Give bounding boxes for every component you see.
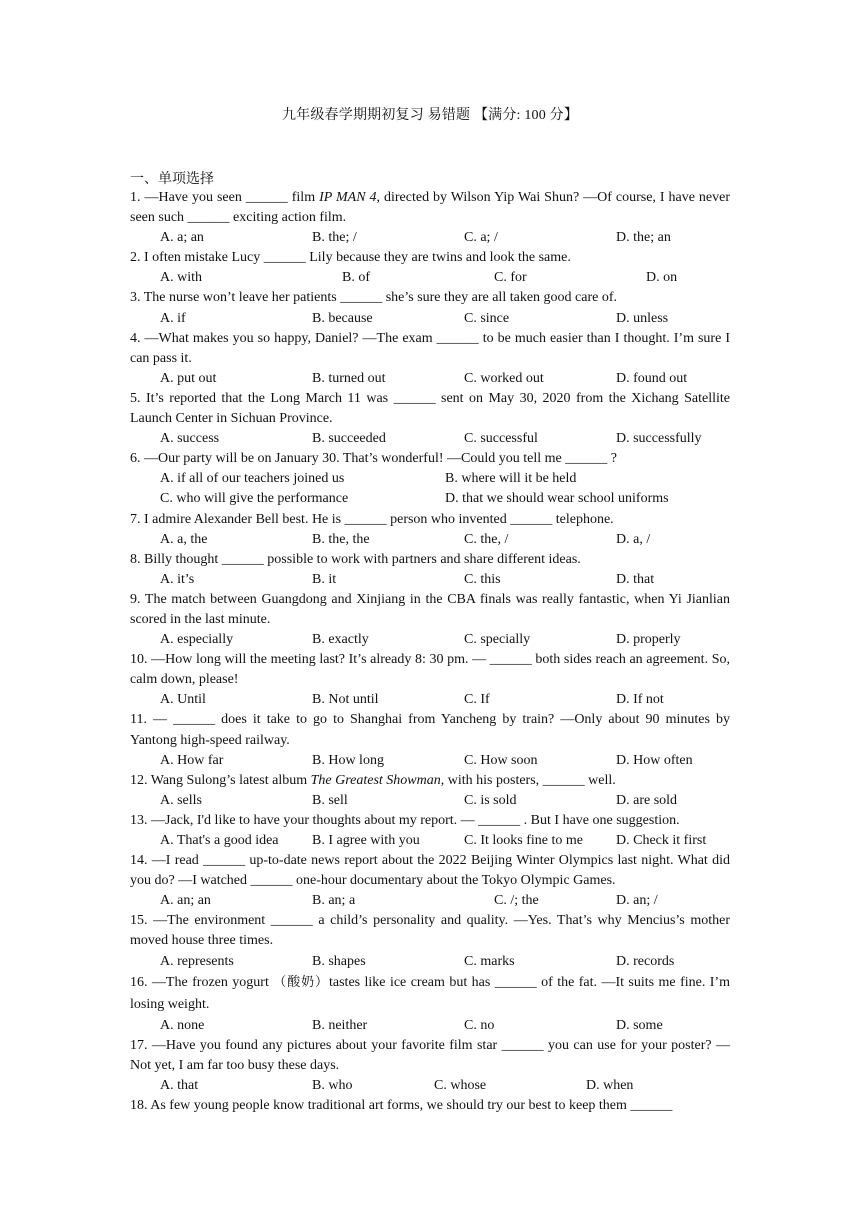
options-row: [130, 369, 730, 389]
option-a[interactable]: A. a, the: [160, 531, 208, 547]
option-d[interactable]: D. a, /: [616, 531, 651, 547]
option-b[interactable]: B. because: [312, 310, 373, 326]
question-stem: 7. I admire Alexander Bell best. He is ______ person who invented ______ telephone.: [130, 511, 614, 527]
option-c[interactable]: C. for: [494, 270, 527, 286]
option-b[interactable]: B. sell: [312, 792, 348, 808]
question-2: [130, 248, 730, 288]
options-row: [130, 791, 730, 811]
option-d[interactable]: D. when: [586, 1077, 634, 1093]
question-stem: 1. —Have you seen ______ film IP MAN 4, directed by Wilson Yip Wai Shun? —Of course, I have never seen such ______ exciting action film.: [130, 190, 731, 226]
option-a[interactable]: A. an; an: [160, 893, 211, 909]
option-a[interactable]: A. represents: [160, 953, 234, 969]
question-10: [130, 650, 730, 710]
question-4: [130, 329, 730, 389]
option-d[interactable]: D. on: [646, 270, 678, 286]
option-c[interactable]: C. a; /: [464, 230, 498, 246]
option-a[interactable]: A. sells: [160, 792, 202, 808]
options-row: [130, 1076, 730, 1096]
question-1: [130, 188, 730, 248]
question-stem: 9. The match between Guangdong and Xinjiang in the CBA finals was really fantastic, when Yi Jianlian scored in the last minute.: [130, 591, 730, 627]
question-9: [130, 590, 730, 650]
question-stem: 5. It’s reported that the Long March 11 was ______ sent on May 30, 2020 from the Xichang Satellite Launch Center in Sichuan Province.: [130, 390, 730, 427]
options-row: [130, 831, 730, 851]
question-stem: 17. —Have you found any pictures about your favorite film star ______ you can use for your poster? —Not yet, I am far too busy these days.: [130, 1037, 730, 1073]
question-12: [130, 771, 730, 811]
option-b[interactable]: B. the, the: [312, 531, 370, 547]
question-stem: 3. The nurse won’t leave her patients ______ she’s sure they are all taken good care of.: [130, 290, 617, 306]
option-d[interactable]: D. are sold: [616, 792, 678, 808]
options-row: [130, 630, 730, 650]
option-a[interactable]: A. especially: [160, 632, 234, 648]
option-a[interactable]: A. success: [160, 431, 220, 447]
question-18: [130, 1096, 730, 1116]
option-c[interactable]: C. whose: [434, 1077, 487, 1093]
question-3: [130, 288, 730, 328]
question-stem: 10. —How long will the meeting last? It’s already 8: 30 pm. — ______ both sides reach an agreement. So, calm down, please!: [130, 652, 730, 688]
option-d[interactable]: D. found out: [616, 370, 688, 386]
option-a[interactable]: A. with: [160, 270, 202, 286]
question-stem: 13. —Jack, I'd like to have your thoughts about my report. — ______ . But I have one suggestion.: [130, 812, 680, 828]
options-row: [130, 690, 730, 710]
question-14: [130, 851, 730, 911]
options-row: [130, 570, 730, 590]
question-11: [130, 710, 730, 770]
option-c[interactable]: C. It looks fine to me: [464, 833, 583, 848]
option-c[interactable]: C. no: [464, 1017, 495, 1033]
options-row: [130, 530, 730, 550]
question-stem: 18. As few young people know traditional art forms, we should try our best to keep them ______: [130, 1098, 673, 1114]
option-c[interactable]: C. this: [464, 571, 501, 587]
option-d[interactable]: D. the; an: [616, 230, 671, 246]
option-a[interactable]: A. if: [160, 310, 186, 326]
option-b[interactable]: B. it: [312, 571, 337, 587]
option-c[interactable]: C. /; the: [494, 893, 539, 909]
option-b[interactable]: B. succeeded: [312, 431, 386, 447]
question-stem: 15. —The environment ______ a child’s personality and quality. —Yes. That’s why Mencius’s mother moved house three times.: [130, 913, 730, 949]
option-c[interactable]: C. successful: [464, 431, 538, 447]
option-d[interactable]: D. Check it first: [616, 833, 707, 848]
options-row: [130, 228, 730, 248]
option-a[interactable]: A. How far: [160, 752, 224, 768]
option-a[interactable]: A. it’s: [160, 571, 195, 587]
question-stem: 4. —What makes you so happy, Daniel? —The exam ______ to be much easier than I thought. I’m sure I can pass it.: [130, 330, 730, 366]
option-b[interactable]: B. the; /: [312, 230, 357, 246]
option-b[interactable]: B. turned out: [312, 370, 386, 386]
question-16: [130, 972, 730, 1036]
option-c[interactable]: C. specially: [464, 632, 531, 648]
option-b[interactable]: B. an; a: [312, 893, 356, 909]
option-a[interactable]: A. that: [160, 1077, 199, 1093]
question-13: [130, 811, 730, 851]
question-stem: 2. I often mistake Lucy ______ Lily because they are twins and look the same.: [130, 250, 571, 266]
option-d[interactable]: D. successfully: [616, 431, 702, 447]
options-row: [130, 489, 730, 509]
option-b[interactable]: B. where will it be held: [445, 471, 577, 487]
option-d[interactable]: D. that: [616, 571, 655, 587]
options-row: [130, 469, 730, 489]
question-stem: 6. —Our party will be on January 30. That’s wonderful! —Could you tell me ______ ?: [130, 451, 617, 467]
option-d[interactable]: D. unless: [616, 310, 669, 326]
question-6: [130, 449, 730, 509]
option-c[interactable]: C. is sold: [464, 792, 517, 808]
option-b[interactable]: B. shapes: [312, 953, 366, 969]
question-stem: 8. Billy thought ______ possible to work with partners and share different ideas.: [130, 551, 581, 567]
option-c[interactable]: C. If: [464, 692, 490, 708]
option-c[interactable]: C. since: [464, 310, 510, 326]
option-d[interactable]: D. records: [616, 953, 675, 969]
question-stem: 14. —I read ______ up-to-date news report about the 2022 Beijing Winter Olympics last night. What did you do? —I watched ______ one-hour documentary about the Tokyo Olympic Games.: [130, 853, 730, 889]
page-title: 九年级春学期期初复习 易错题 【满分: 100 分】: [281, 108, 579, 123]
option-a[interactable]: A. if all of our teachers joined us: [160, 471, 345, 487]
question-8: [130, 550, 730, 590]
question-7: [130, 510, 730, 550]
option-b[interactable]: B. How long: [312, 752, 384, 768]
option-a[interactable]: A. none: [160, 1017, 205, 1033]
options-row: [130, 268, 730, 288]
option-b[interactable]: B. neither: [312, 1017, 368, 1033]
option-d[interactable]: D. If not: [616, 692, 664, 708]
option-c[interactable]: C. who will give the performance: [160, 491, 349, 507]
question-15: [130, 911, 730, 971]
question-stem: 11. — ______ does it take to go to Shanghai from Yancheng by train? —Only about 90 minutes by Yantong high-speed railway.: [130, 712, 730, 748]
question-stem: 12. Wang Sulong’s latest album The Greatest Showman, with his posters, ______ well.: [130, 772, 616, 788]
options-row: [130, 309, 730, 329]
option-a[interactable]: A. a; an: [160, 230, 204, 246]
option-a[interactable]: A. put out: [160, 370, 217, 386]
option-d[interactable]: D. How often: [616, 752, 693, 768]
option-c[interactable]: C. How soon: [464, 752, 538, 768]
option-c[interactable]: C. marks: [464, 953, 515, 969]
options-row: [130, 1016, 730, 1036]
option-d[interactable]: D. some: [616, 1017, 663, 1033]
section-heading: 一、单项选择: [130, 172, 214, 187]
option-a[interactable]: A. That's a good idea: [160, 833, 279, 848]
options-row: [130, 891, 730, 911]
question-17: [130, 1036, 730, 1096]
option-a[interactable]: A. Until: [160, 692, 206, 708]
option-b[interactable]: B. I agree with you: [312, 833, 420, 848]
option-b[interactable]: B. who: [312, 1077, 353, 1093]
option-b[interactable]: B. of: [342, 270, 370, 286]
question-list: [130, 188, 730, 1116]
option-c[interactable]: C. the, /: [464, 531, 509, 547]
option-b[interactable]: B. Not until: [312, 692, 379, 708]
option-d[interactable]: D. an; /: [616, 893, 658, 909]
question-stem: 16. —The frozen yogurt （酸奶）tastes like ice cream but has ______ of the fat. —It suits me fine. I’m losing weight.: [130, 974, 730, 1012]
question-5: [130, 389, 730, 449]
option-d[interactable]: D. that we should wear school uniforms: [445, 491, 669, 507]
options-row: [130, 952, 730, 972]
option-b[interactable]: B. exactly: [312, 632, 369, 648]
options-row: [130, 751, 730, 771]
option-c[interactable]: C. worked out: [464, 370, 544, 386]
options-row: [130, 429, 730, 449]
option-d[interactable]: D. properly: [616, 632, 681, 648]
